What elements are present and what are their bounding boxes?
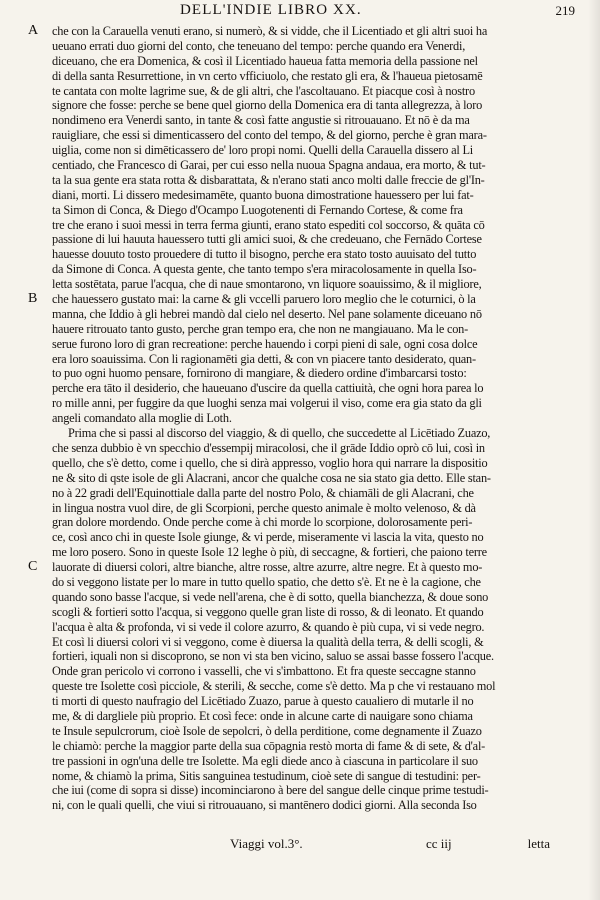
text-line-content: ce, così anco chi in queste Isole giunge, & vi perde, miseramente vi lascia la vita, questo no: [52, 530, 484, 545]
text-line: [28, 605, 588, 620]
text-line: [28, 694, 588, 709]
text-line: [28, 515, 588, 530]
text-line-content: ne & sito di qste isole de gli Alacrani, ancor che qualche cosa ne sia stato gia detto. Elle stan-: [52, 470, 491, 485]
text-line: [28, 664, 588, 679]
text-line: [28, 441, 588, 456]
text-line-content: ueuano errati duo giorni del conto, che teneuano del tempo: perche quando era Venerdi,: [52, 38, 466, 53]
text-line-content: no à 22 gradi dell'Equinottiale dalla parte del nostro Polo, & chiamāli de gli Alacrani, che: [52, 485, 474, 500]
text-line-content: quello, che s'è detto, come i quello, che si dirà appresso, voglio hora qui narrare la dispositio: [52, 455, 488, 470]
running-title: DELL'INDIE LIBRO XX.: [180, 2, 362, 18]
text-line-content: ta Simon di Conca, & Diego d'Ocampo Luogotenenti di Fernando Cortese, & come fra: [52, 202, 463, 217]
text-line: [28, 128, 588, 143]
text-line: [28, 739, 588, 754]
text-line-content: le chiamò: perche la maggior parte della sua cōpagnia restò morta di fame & di sete, & d'al-: [52, 738, 486, 753]
text-line: [28, 709, 588, 724]
text-line-content: nondimeno era Venerdi santo, in tante & così fatte angustie si ritrouauano. Et nō è da ma: [52, 113, 470, 128]
text-line: [28, 769, 588, 784]
text-line: [28, 84, 588, 99]
text-line-content: fortieri, iquali non si discoprono, se non vi sta ben vicino, saluo se assai basse fossero l'acque.: [52, 649, 494, 664]
page-number: 219: [555, 3, 575, 18]
text-line-content: Prima che si passi al discorso del viaggio, & di quello, che succedette al Licētiado Zuazo,: [68, 426, 491, 441]
text-line-content: do si veggono listate per lo mare in tutto quello spatio, che detto s'è. Et ne è la cagione, che: [52, 574, 481, 589]
text-line: [28, 754, 588, 769]
text-line-content: che hauessero gustato mai: la carne & gli vccelli paruero loro meglio che le coturnici, ò la: [52, 292, 476, 307]
text-line-content: ta la sua gente era stata rotta & disbarattata, & n'erano stati anco molti dalle freccie de gl'In-: [52, 172, 485, 187]
marginal-section-marker: C: [28, 560, 38, 575]
text-line: [28, 113, 588, 128]
text-line: [28, 218, 588, 233]
text-line: [28, 798, 588, 813]
text-line: [28, 352, 588, 367]
text-line: [28, 188, 588, 203]
text-line: [28, 411, 588, 426]
text-line: [28, 590, 588, 605]
page-header: [30, 2, 575, 24]
text-line: [28, 54, 588, 69]
text-line-content: signore che fosse: perche se bene quel giorno della Domenica era di tanta allegrezza, à loro: [52, 98, 483, 113]
text-line: [28, 262, 588, 277]
text-line: [28, 98, 588, 113]
text-line-content: Onde gran pericolo vi corrono i vasselli, che vi s'imbattono. Et fra queste seccagne stanno: [52, 664, 476, 679]
text-line-content: diani, morti. Li dissero medesimamēte, quanto buona dimostratione hauessero per lui fat-: [52, 187, 474, 202]
text-line: [28, 307, 588, 322]
text-line: [28, 560, 588, 575]
text-line-content: da Simone di Conca. A questa gente, che tanto tempo s'era miracolosamente in quella Iso-: [52, 262, 477, 277]
body-text: [28, 24, 588, 813]
text-line-content: perche era tāto il desiderio, che haueuano d'uscire da quella cattiuità, che ogni hora parea lo: [52, 381, 484, 396]
text-line: [28, 426, 588, 441]
text-line: [28, 486, 588, 501]
signature-mark: cc iij: [426, 836, 452, 851]
text-line: [28, 292, 588, 307]
text-line-content: serue furono loro di gran recreatione: perche hauendo i corpi pieni di sale, ogni cosa dolce: [52, 336, 478, 351]
text-line: [28, 575, 588, 590]
text-line-content: in lingua nostra vuol dire, de gli Scorpioni, perche questo animale è molto velenoso, & dà: [52, 500, 476, 515]
text-line-content: rauigliare, che essi si dimenticassero del conto del tempo, & del giorno, perche è gran mara-: [52, 128, 487, 143]
text-line: [28, 277, 588, 292]
text-line-content: era loro soauissima. Con li ragionamēti gia detti, & con vn piacere tanto desiderato, quan-: [52, 351, 476, 366]
text-line: [28, 247, 588, 262]
text-line: [28, 501, 588, 516]
text-line: [28, 530, 588, 545]
marginal-section-marker: B: [28, 292, 38, 307]
page-footer: [230, 836, 560, 856]
text-line-content: scogli & fortieri sotto l'acqua, si veggono quelle gran liste di rosso, & di leonato. Et quando: [52, 604, 484, 619]
text-line: [28, 24, 588, 39]
text-line-content: Et così li diuersi colori vi si veggono, come è diuersa la qualità della terra, & delli scogli, &: [52, 634, 484, 649]
text-line: [28, 456, 588, 471]
text-line-content: quando sono basse l'acque, si vede nell'arena, che è di sotto, quella bianchezza, & doue sono: [52, 589, 489, 604]
text-line-content: me loro posero. Sono in queste Isole 12 leghe ò più, di seccagne, & fortieri, che paiono terre: [52, 545, 487, 560]
text-line-content: queste tre Isolette così picciole, & sterili, & secche, come s'è detto. Ma p che vi restauano mol: [52, 679, 496, 694]
text-line-content: manna, che Iddio à gli hebrei mandò dal cielo nel deserto. Nel pane solamente diceuano nō: [52, 306, 482, 321]
text-line-content: che iui (come di sopra si disse) incominciarono à bere del sangue delle cinque prime testudi-: [52, 783, 489, 798]
text-line-content: l'acqua è alta & profonda, vi si vede il colore azurro, & quando è più cupa, vi si vede negro.: [52, 619, 485, 634]
text-line: [28, 396, 588, 411]
text-line: [28, 620, 588, 635]
text-line: [28, 158, 588, 173]
text-line: [28, 724, 588, 739]
text-line-content: letta sostētata, parue l'acqua, che di naue smontarono, vn liquore soauissimo, & il migliore,: [52, 277, 482, 292]
text-line-content: uiglia, come non si dimēticassero de' loro propi nomi. Quelli della Carauella dissero al Li: [52, 143, 473, 158]
page-edge-shadow: [588, 0, 600, 900]
text-line: [28, 471, 588, 486]
text-line: [28, 649, 588, 664]
text-line: [28, 635, 588, 650]
text-line-content: che senza dubbio è vn specchio d'essempij miracolosi, che il grāde Iddio oprò cō lui, così in: [52, 440, 485, 455]
text-line-content: ti morti di questo naufragio del Licētiado Zuazo, parue à questo caualiero di mutarle il no: [52, 694, 474, 709]
text-line: [28, 173, 588, 188]
text-line-content: tre che erano i suoi messi in terra ferma giunti, erano stato espediti col soccorso, & quāta cō: [52, 217, 485, 232]
text-line-content: tre passioni in ogn'una delle tre Isolette. Ma egli diede anco à ciascuna in particolare il suo: [52, 753, 478, 768]
volume-reference: Viaggi vol.3°.: [230, 836, 303, 851]
text-line-content: di della santa Resurrettione, in vn certo vfficiuolo, che restato gli era, & l'haueua pietosamē: [52, 68, 483, 83]
text-line: [28, 69, 588, 84]
text-line: [28, 232, 588, 247]
text-line-content: angeli comandato alla moglie di Loth.: [52, 411, 232, 426]
text-line-content: gran dolore mordendo. Onde perche come à chi morde lo scorpione, dolorosamente peri-: [52, 515, 473, 530]
text-line: [28, 545, 588, 560]
text-line-content: ni, con le quali quelli, che viui si ritrouauano, si mantēnero dodici giorni. Alla seconda Iso: [52, 798, 477, 813]
text-line-content: lauorate di diuersi colori, altre bianche, altre rosse, altre azurre, altre negre. Et à questo mo-: [52, 560, 483, 575]
text-line-content: te cantata con molte lagrime sue, & de gli altri, che l'ascoltauano. Et piacque così à nostro: [52, 83, 475, 98]
text-line-content: me, & di dargliele più proprio. Et così fece: onde in alcune carte di nauigare sono chiama: [52, 708, 473, 723]
text-line: [28, 143, 588, 158]
text-line-content: ro mille anni, per fuggire da que luoghi senza mai volgerui il viso, come era gia stato da gli: [52, 396, 482, 411]
text-line-content: hauere ritrouato tanto gusto, perche gran tempo era, che non ne mangiauano. Ma le con-: [52, 321, 469, 336]
text-line: [28, 203, 588, 218]
text-line: [28, 322, 588, 337]
catchword: letta: [527, 836, 550, 851]
text-line-content: diceuano, che era Domenica, & così il Licentiado haueua fatta memoria della passione nel: [52, 53, 478, 68]
text-line-content: passione di lui hauuta hauessero tutti gli amici suoi, & che credeuano, che Fernādo Cortese: [52, 232, 482, 247]
text-line: [28, 337, 588, 352]
text-line: [28, 366, 588, 381]
text-line-content: nome, & chiamò la prima, Sitis sanguinea testudinum, cioè sete di sangue di testudini: per-: [52, 768, 481, 783]
text-line-content: hauesse douuto tosto prouedere di tutto il bisogno, perche era stato tosto auuisato del tutto: [52, 247, 477, 262]
text-line: [28, 39, 588, 54]
text-line: [28, 381, 588, 396]
marginal-section-marker: A: [28, 24, 38, 38]
text-line: [28, 783, 588, 798]
text-line-content: che con la Carauella venuti erano, si numerò, & si vidde, che il Licentiado et gli altri suoi ha: [52, 24, 488, 38]
text-line-content: te Insule sepulcrorum, cioè Isole de sepolcri, ò della perditione, come degnamente il Zuazo: [52, 723, 482, 738]
text-line-content: to puo ogni huomo pensare, fornirono di mangiare, & diedero ordine d'imbarcarsi tosto:: [52, 366, 467, 381]
text-line: [28, 679, 588, 694]
text-line-content: centiado, che Francesco di Garai, per cui esso nella nuoua Spagna andaua, era morto, & tut-: [52, 158, 486, 173]
